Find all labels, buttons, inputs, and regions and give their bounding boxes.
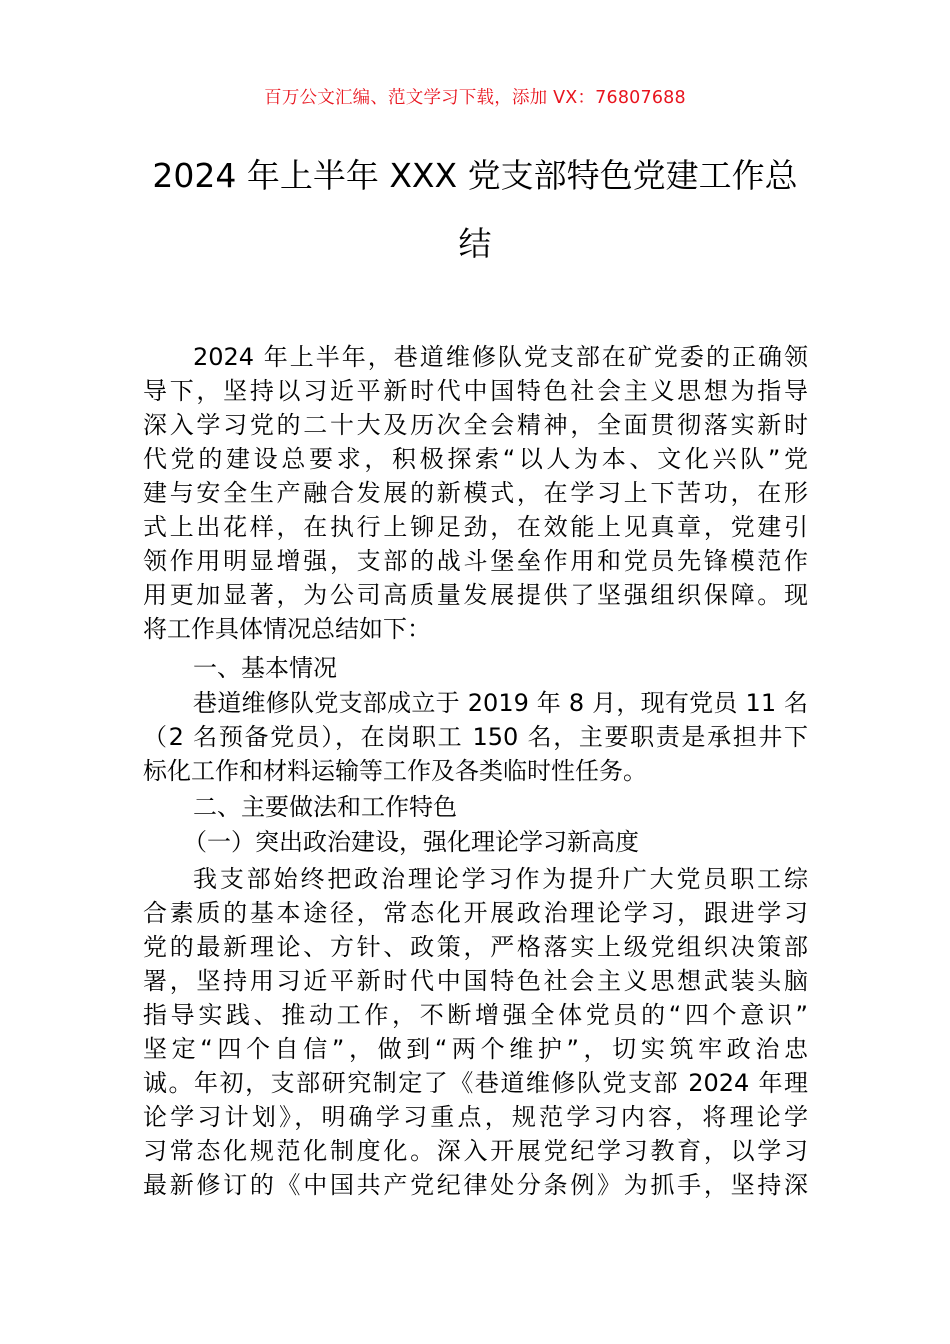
paragraph-political-line: 署，坚持用习近平新时代中国特色社会主义思想武装头脑 bbox=[143, 967, 808, 995]
paragraph-intro-line: 代党的建设总要求，积极探索“以人为本、文化兴队”党 bbox=[143, 445, 808, 473]
paragraph-intro-line: 将工作具体情况总结如下： bbox=[143, 615, 431, 643]
watermark-banner: 百万公文汇编、范文学习下载，添加 VX：76807688 bbox=[264, 88, 686, 108]
paragraph-intro-line: 2024 年上半年，巷道维修队党支部在矿党委的正确领 bbox=[193, 343, 808, 371]
paragraph-intro-line: 式上出花样，在执行上铆足劲，在效能上见真章，党建引 bbox=[143, 513, 808, 541]
paragraph-intro-line: 导下，坚持以习近平新时代中国特色社会主义思想为指导 bbox=[143, 377, 808, 405]
paragraph-intro-line: 用更加显著，为公司高质量发展提供了坚强组织保障。现 bbox=[143, 581, 808, 609]
paragraph-political-line: 指导实践、推动工作，不断增强全体党员的“四个意识” bbox=[143, 1001, 808, 1029]
paragraph-political-line: 诚。年初，支部研究制定了《巷道维修队党支部 2024 年理 bbox=[143, 1069, 808, 1097]
subsection-heading-political-building: （一）突出政治建设，强化理论学习新高度 bbox=[183, 828, 639, 856]
paragraph-intro-line: 领作用明显增强，支部的战斗堡垒作用和党员先锋模范作 bbox=[143, 547, 808, 575]
paragraph-political-line: 我支部始终把政治理论学习作为提升广大党员职工综 bbox=[193, 865, 808, 893]
paragraph-basic-line: 标化工作和材料运输等工作及各类临时性任务。 bbox=[143, 757, 647, 785]
paragraph-intro-line: 建与安全生产融合发展的新模式，在学习上下苦功，在形 bbox=[143, 479, 808, 507]
paragraph-intro-line: 深入学习党的二十大及历次全会精神，全面贯彻落实新时 bbox=[143, 411, 808, 439]
paragraph-political-line: 论学习计划》，明确学习重点，规范学习内容，将理论学 bbox=[143, 1103, 808, 1131]
section-heading-main-practices: 二、主要做法和工作特色 bbox=[193, 793, 457, 821]
paragraph-political-line: 党的最新理论、方针、政策，严格落实上级党组织决策部 bbox=[143, 933, 808, 961]
paragraph-political-line: 合素质的基本途径，常态化开展政治理论学习，跟进学习 bbox=[143, 899, 808, 927]
paragraph-political-line: 最新修订的《中国共产党纪律处分条例》为抓手，坚持深 bbox=[143, 1171, 808, 1199]
paragraph-basic-line: （2 名预备党员），在岗职工 150 名，主要职责是承担井下 bbox=[143, 723, 808, 751]
section-heading-basic-situation: 一、基本情况 bbox=[193, 654, 337, 682]
paragraph-basic-line: 巷道维修队党支部成立于 2019 年 8 月，现有党员 11 名 bbox=[193, 689, 808, 717]
document-title-line-2: 结 bbox=[458, 224, 492, 263]
paragraph-political-line: 习常态化规范化制度化。深入开展党纪学习教育，以学习 bbox=[143, 1137, 808, 1165]
paragraph-political-line: 坚定“四个自信”，做到“两个维护”，切实筑牢政治忠 bbox=[143, 1035, 808, 1063]
document-title-line-1: 2024 年上半年 XXX 党支部特色党建工作总 bbox=[152, 156, 798, 195]
